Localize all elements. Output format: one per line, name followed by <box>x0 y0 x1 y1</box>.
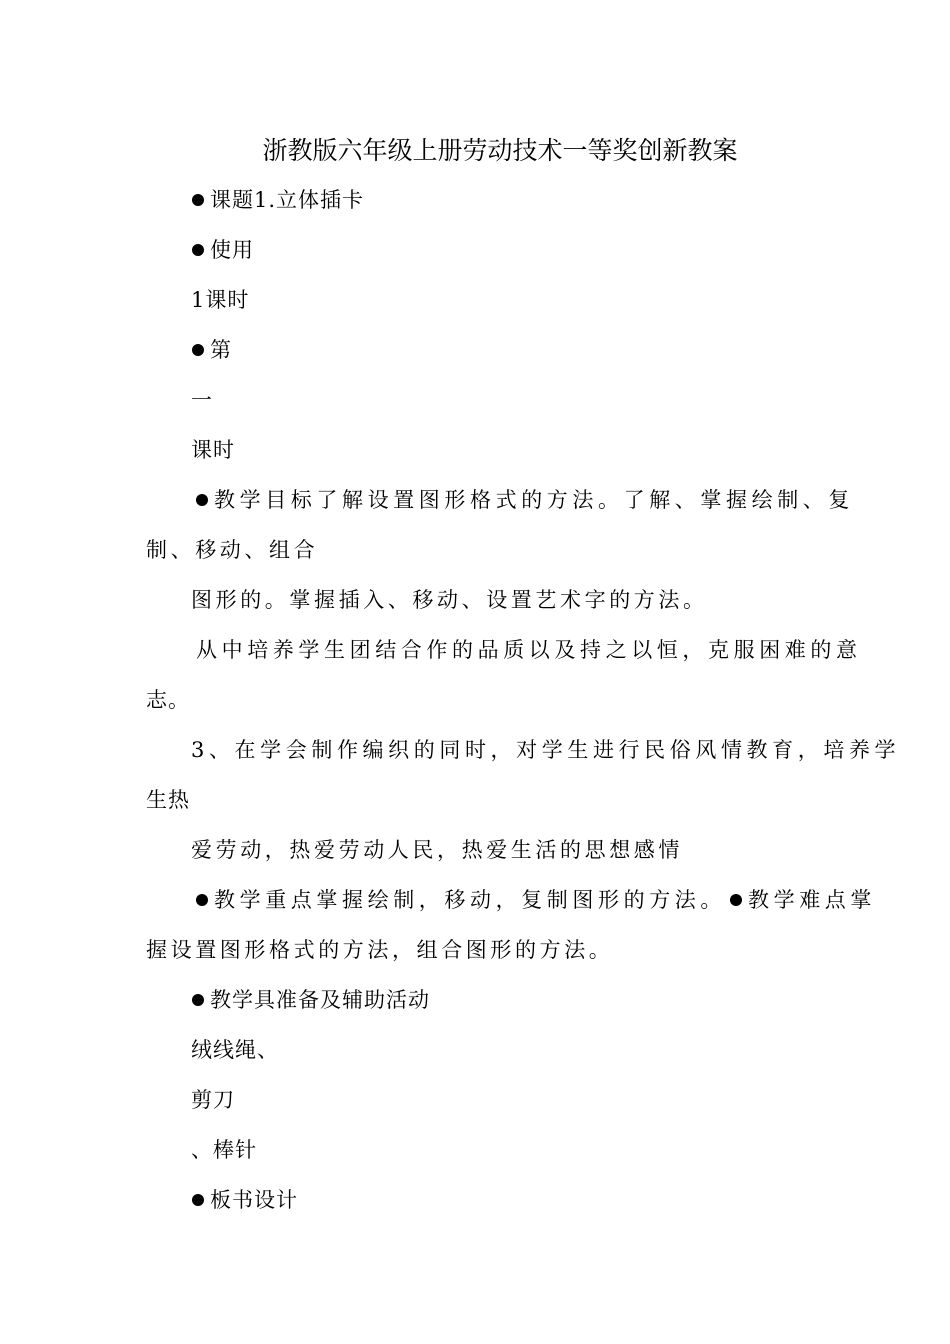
key-points-text: 教学重点掌握绘制，移动，复制图形的方法。 <box>214 888 726 912</box>
lesson-period-line: 课时 <box>191 438 235 462</box>
bullet-line-materials <box>192 985 430 1015</box>
bullet-icon <box>192 344 204 356</box>
period-count-line: 1课时 <box>191 288 250 312</box>
bullet-icon <box>192 244 204 256</box>
material-yarn: 绒线绳、 <box>191 1038 279 1062</box>
objectives-text: 教学目标了解设置图形格式的方法。了解、掌握绘制、复 <box>214 488 854 512</box>
bullet-icon <box>196 494 208 506</box>
topic-text: 课题1.立体插卡 <box>210 188 365 212</box>
lesson-number-line: 一 <box>191 388 213 412</box>
lesson-text: 第 <box>210 338 232 362</box>
bullet-line-board-design <box>192 1185 298 1215</box>
bullet-icon <box>196 894 208 906</box>
objectives-line-5: 爱劳动，热爱劳动人民，热爱生活的思想感情 <box>191 838 683 862</box>
objectives-line-3-end: 志。 <box>146 688 190 712</box>
document-title: 浙教版六年级上册劳动技术一等奖创新教案 <box>262 136 738 165</box>
objectives-line-3: 从中培养学生团结合作的品质以及持之以恒，克服困难的意 <box>196 638 862 662</box>
bullet-icon <box>730 894 742 906</box>
objectives-continued-line: 制、移动、组合 <box>146 538 319 562</box>
objectives-line-4-end: 生热 <box>146 788 190 812</box>
difficulties-text: 教学难点掌 <box>748 888 876 912</box>
board-design-text: 板书设计 <box>210 1188 298 1212</box>
objectives-line-2: 图形的。掌握插入、移动、设置艺术字的方法。 <box>191 588 708 612</box>
bullet-line-usage <box>192 235 254 265</box>
material-needles: 、棒针 <box>191 1138 257 1162</box>
bullet-line-topic <box>192 185 364 215</box>
bullet-icon <box>192 194 204 206</box>
bullet-line-lesson <box>192 335 232 365</box>
materials-text: 教学具准备及辅助活动 <box>210 988 430 1012</box>
difficulties-continued-line: 握设置图形格式的方法，组合图形的方法。 <box>146 938 614 962</box>
usage-text: 使用 <box>210 238 254 262</box>
bullet-icon <box>192 994 204 1006</box>
material-scissors: 剪刀 <box>191 1088 235 1112</box>
objectives-line-4: 3、在学会制作编织的同时，对学生进行民俗风情教育，培养学 <box>191 738 901 762</box>
bullet-line-objectives <box>196 485 854 515</box>
bullet-line-key-points <box>196 885 876 915</box>
bullet-icon <box>192 1194 204 1206</box>
